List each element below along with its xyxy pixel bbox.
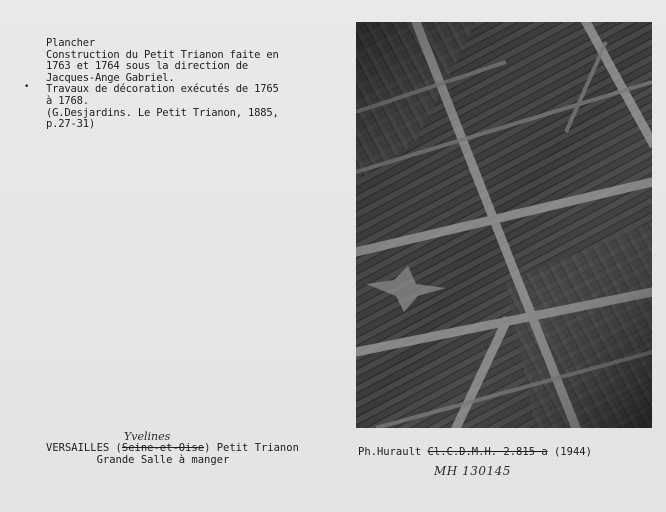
room-label: Grande Salle à manger (96, 454, 230, 466)
description-line: Travaux de décoration exécutés de 1765 (46, 83, 279, 96)
photo-credit (358, 446, 592, 458)
description-line: Jacques-Ange Gabriel. (46, 71, 175, 84)
struck-reference: Cl.C.D.M.H. 2.815 a (427, 446, 548, 458)
struck-department: Seine-et-Oise (121, 442, 205, 454)
description-text (46, 38, 346, 131)
handwritten-inventory-number: MH 130145 (434, 464, 511, 478)
parquet-floor-photo (356, 22, 652, 428)
year-label: (1944) (553, 446, 592, 458)
location-caption: VERSAILLES (Seine-et-Oise) Petit Trianon Grande Salle à manger (46, 442, 299, 466)
handwritten-department: Yvelines (124, 430, 171, 443)
description-line: p.27-31) (46, 118, 95, 131)
description-line: 1763 et 1764 sous la direction de (46, 60, 249, 73)
description-line: Plancher (46, 37, 95, 49)
photographer-label: Ph.Hurault (358, 446, 422, 458)
margin-bullet: • (24, 82, 30, 92)
description-line: à 1768. (46, 94, 89, 107)
description-line: Construction du Petit Trianon faite en (46, 48, 279, 61)
city-label: VERSAILLES (46, 442, 110, 454)
site-label: Petit Trianon (216, 442, 299, 454)
parquet-floor-image (356, 22, 652, 428)
description-line: (G.Desjardins. Le Petit Trianon, 1885, (46, 106, 279, 119)
